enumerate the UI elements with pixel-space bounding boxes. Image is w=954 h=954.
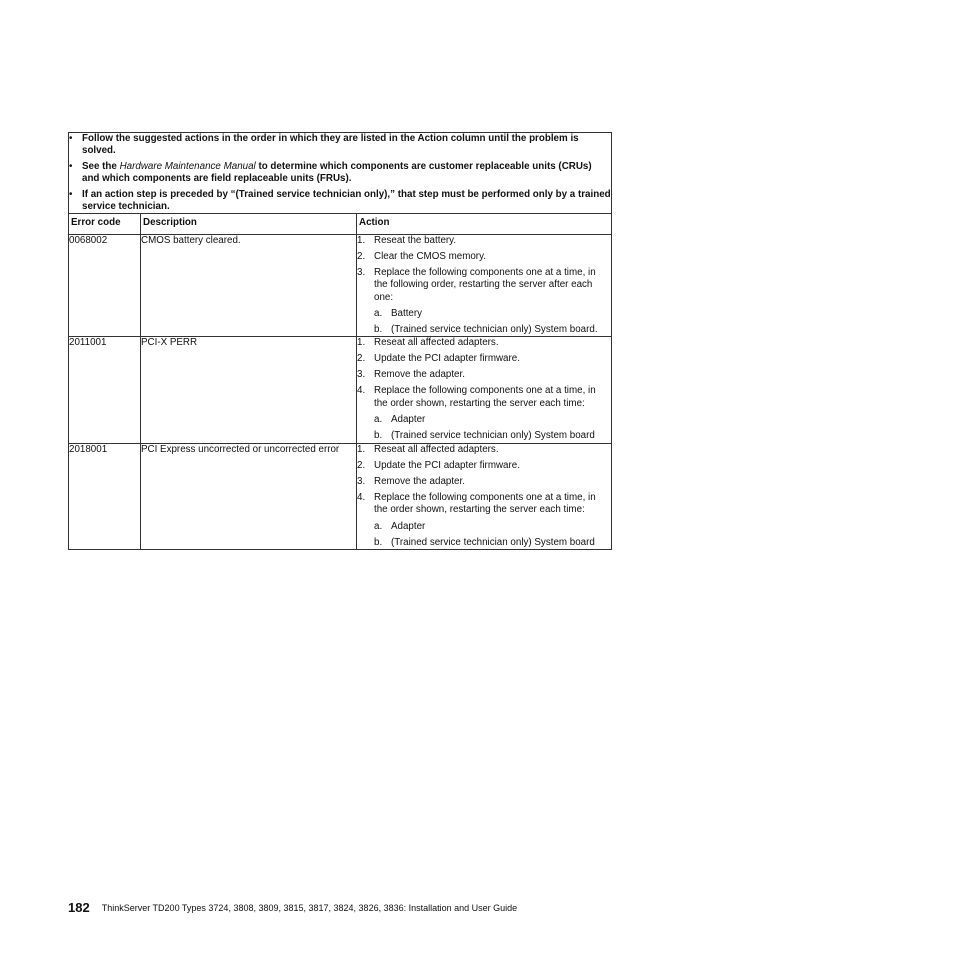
note-text: to determine which components are customer replaceable units (CRUs) and which components are field replaceable units (FRUs). xyxy=(82,160,592,185)
page-number: 182 xyxy=(68,900,90,915)
page-footer xyxy=(68,900,517,915)
step-text: Reseat the battery. xyxy=(374,234,457,246)
step-text: Replace the following components one at a time, in the following order, restarting the server after each one: xyxy=(374,266,596,303)
sub-step-letter: a. xyxy=(374,414,383,426)
action-step xyxy=(357,492,611,549)
note-text: If an action step is preceded by “(Trained service technician only),” that step must be performed only by a trained service technician. xyxy=(82,188,611,213)
description: PCI-X PERR xyxy=(141,337,357,443)
action-step xyxy=(357,267,611,337)
sub-step-letter: b. xyxy=(374,324,383,336)
header-error-code: Error code xyxy=(69,214,141,234)
action-cell xyxy=(357,234,612,337)
sub-step-text: Battery xyxy=(391,308,423,320)
sub-steps xyxy=(374,414,611,442)
step-number: 2. xyxy=(357,459,366,471)
action-steps xyxy=(357,235,611,337)
sub-step-letter: a. xyxy=(374,308,383,320)
error-code: 2011001 xyxy=(69,337,141,443)
step-number: 3. xyxy=(357,475,366,487)
step-number: 3. xyxy=(357,266,366,278)
sub-step-letter: b. xyxy=(374,536,383,548)
step-text: Clear the CMOS memory. xyxy=(374,250,486,262)
error-code: 0068002 xyxy=(69,234,141,337)
sub-step xyxy=(374,521,611,533)
note-item xyxy=(69,189,611,214)
bullet: • xyxy=(69,188,73,200)
table-row xyxy=(69,337,612,443)
action-step xyxy=(357,444,611,456)
step-number: 4. xyxy=(357,385,366,397)
note-text: Follow the suggested actions in the order in which they are listed in the Action column until the problem is solved. xyxy=(82,133,579,157)
action-steps xyxy=(357,337,611,442)
sub-step xyxy=(374,414,611,426)
error-code-table xyxy=(68,132,612,550)
step-text: Update the PCI adapter firmware. xyxy=(374,353,520,365)
manual-title: Hardware Maintenance Manual xyxy=(119,160,256,172)
action-step xyxy=(357,337,611,349)
step-number: 2. xyxy=(357,250,366,262)
step-number: 1. xyxy=(357,337,366,349)
sub-step-text: (Trained service technician only) System board xyxy=(391,430,595,442)
action-step xyxy=(357,235,611,247)
sub-step-text: Adapter xyxy=(391,414,426,426)
step-text: Replace the following components one at a time, in the order shown, restarting the server each time: xyxy=(374,385,596,409)
description: PCI Express uncorrected or uncorrected error xyxy=(141,443,357,549)
action-step xyxy=(357,369,611,381)
sub-step-letter: a. xyxy=(374,520,383,532)
footer-title: ThinkServer TD200 Types 3724, 3808, 3809, 3815, 3817, 3824, 3826, 3836: Installation and User Guide xyxy=(101,903,518,913)
step-text: Reseat all affected adapters. xyxy=(374,337,499,349)
sub-step xyxy=(374,324,611,336)
sub-step-text: (Trained service technician only) System board. xyxy=(391,324,598,336)
action-step xyxy=(357,353,611,365)
step-number: 1. xyxy=(357,234,366,246)
notes-row xyxy=(69,133,612,214)
action-step xyxy=(357,476,611,488)
sub-step xyxy=(374,537,611,549)
error-code: 2018001 xyxy=(69,443,141,549)
action-step xyxy=(357,460,611,472)
bullet: • xyxy=(69,160,73,172)
step-text: Update the PCI adapter firmware. xyxy=(374,459,520,471)
action-steps xyxy=(357,444,611,549)
note-item xyxy=(69,133,611,158)
action-cell xyxy=(357,443,612,549)
sub-step-letter: b. xyxy=(374,430,383,442)
step-number: 1. xyxy=(357,443,366,455)
step-text: Remove the adapter. xyxy=(374,369,465,381)
note-text: See the xyxy=(82,160,120,172)
sub-step xyxy=(374,308,611,320)
table-row xyxy=(69,234,612,337)
step-number: 2. xyxy=(357,353,366,365)
step-number: 3. xyxy=(357,369,366,381)
sub-step-text: (Trained service technician only) System board xyxy=(391,536,595,548)
note-item xyxy=(69,161,611,186)
bullet: • xyxy=(69,133,73,144)
step-text: Remove the adapter. xyxy=(374,475,465,487)
action-step xyxy=(357,251,611,263)
table-row xyxy=(69,443,612,549)
sub-step xyxy=(374,430,611,442)
description: CMOS battery cleared. xyxy=(141,234,357,337)
step-number: 4. xyxy=(357,491,366,503)
action-step xyxy=(357,385,611,442)
header-description: Description xyxy=(141,214,357,234)
step-text: Replace the following components one at a time, in the order shown, restarting the server each time: xyxy=(374,491,596,516)
table-header-row xyxy=(69,214,612,234)
header-action: Action xyxy=(357,214,612,234)
sub-step-text: Adapter xyxy=(391,520,426,532)
step-text: Reseat all affected adapters. xyxy=(374,443,499,455)
sub-steps xyxy=(374,521,611,549)
sub-steps xyxy=(374,308,611,336)
action-cell xyxy=(357,337,612,443)
notes-cell xyxy=(69,133,612,214)
